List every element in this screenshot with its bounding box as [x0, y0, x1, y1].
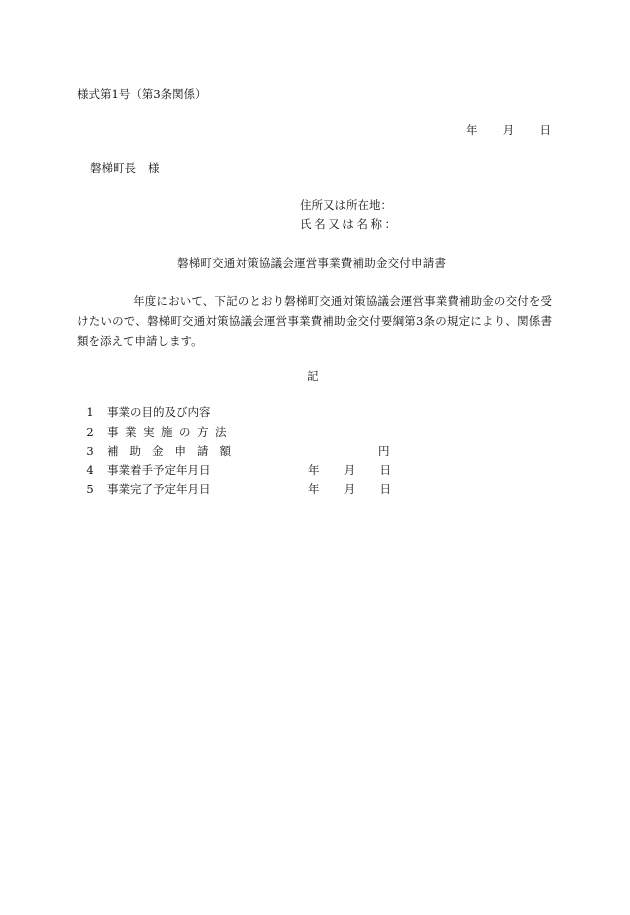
item-number: 4	[86, 463, 94, 477]
addressee	[90, 160, 160, 176]
year-label: 年	[308, 482, 320, 496]
item-number: 2	[86, 425, 94, 439]
completion-date-fields	[308, 481, 391, 497]
item-number: 3	[86, 444, 94, 458]
application-date	[466, 122, 551, 138]
item-label: 事業の目的及び内容	[107, 405, 211, 419]
year-label: 年	[308, 463, 320, 477]
statement-text: 年度において、下記のとおり磐梯町交通対策協議会運営事業費補助金の交付を受けたいので、磐梯町交通対策協議会運営事業費補助金交付要綱第3条の規定により、関係書類を添えて申請します。	[77, 294, 552, 348]
date-month-label: 月	[502, 123, 515, 137]
item-label: 事業着手予定年月日	[107, 463, 211, 477]
date-year-label: 年	[466, 123, 478, 137]
item-label: 事業完了予定年月日	[107, 482, 211, 496]
day-label: 日	[379, 463, 391, 477]
addressee-name: 磐梯町長	[90, 161, 136, 175]
month-label: 月	[343, 463, 356, 477]
applicant-name-label: 氏名又は名称：	[300, 217, 399, 231]
document-title: 磐梯町交通対策協議会運営事業費補助金交付申請書	[177, 256, 447, 270]
date-day-label: 日	[539, 123, 551, 137]
ki-heading: 記	[307, 369, 319, 383]
item-label: 補助金申請額	[107, 444, 242, 458]
day-label: 日	[379, 482, 391, 496]
month-label: 月	[343, 482, 356, 496]
start-date-fields	[308, 462, 391, 478]
item-number: 5	[86, 482, 94, 496]
addressee-honorific: 様	[148, 161, 160, 175]
item-number: 1	[86, 405, 94, 419]
amount-yen-unit: 円	[378, 444, 390, 458]
applicant-address-label: 住所又は所在地：	[300, 198, 392, 212]
application-statement	[77, 291, 552, 351]
item-label: 事業実施の方法	[107, 425, 233, 439]
form-number: 様式第1号（第3条関係）	[77, 87, 207, 101]
